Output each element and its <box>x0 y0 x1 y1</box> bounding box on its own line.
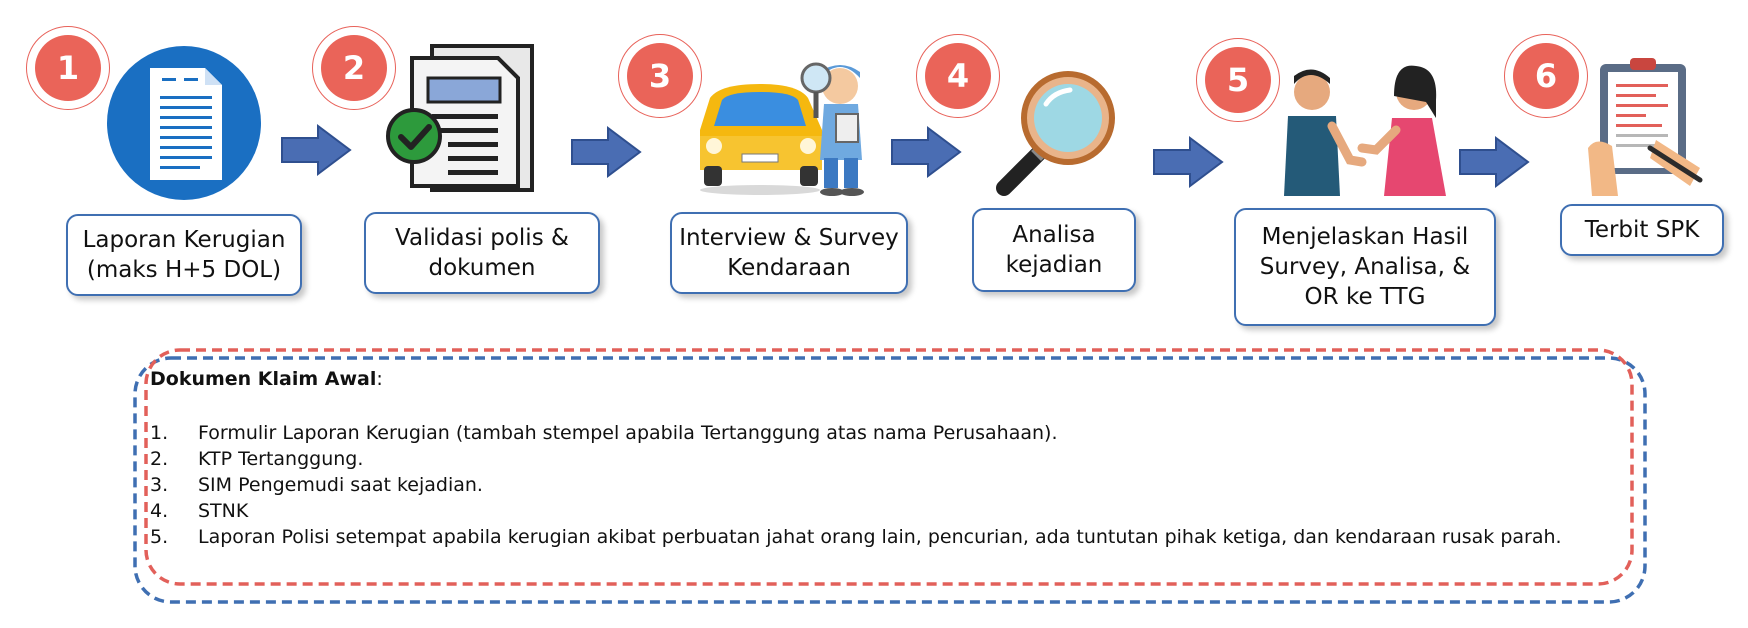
step-5-box <box>1234 208 1496 326</box>
arrow-1-to-2 <box>280 124 352 176</box>
magnifying-glass-icon <box>1004 74 1112 188</box>
list-item <box>150 524 1562 550</box>
list-item <box>150 472 1530 498</box>
arrow-2-to-3 <box>570 126 642 178</box>
validated-documents-icon <box>388 46 532 190</box>
step-1-label-line-1: Laporan Kerugian <box>82 227 286 253</box>
list-item-text: KTP Tertanggung. <box>198 448 364 470</box>
arrow-4-to-5 <box>1152 136 1224 188</box>
step-2-box <box>364 212 600 294</box>
list-item-text: Formulir Laporan Kerugian (tambah stempel apabila Tertanggung atas nama Perusahaan). <box>198 422 1058 444</box>
step-5-label-line-2: Survey, Analisa, & <box>1259 254 1471 280</box>
step-3-label-line-1: Interview & Survey <box>679 225 899 251</box>
step-3-label-line-2: Kendaraan <box>727 255 851 281</box>
documents-title-row <box>150 368 1530 390</box>
documents-title: Dokumen Klaim Awal <box>150 368 377 390</box>
documents-list <box>150 420 1562 550</box>
arrow-3-to-4 <box>890 126 962 178</box>
list-item-index: 2. <box>150 448 169 470</box>
step-5-label-line-1: Menjelaskan Hasil <box>1261 224 1469 250</box>
arrow-5-to-6 <box>1458 136 1530 188</box>
report-document-icon <box>107 46 261 200</box>
step-1-label-line-2: (maks H+5 DOL) <box>86 257 282 283</box>
car-surveyor-icon <box>700 64 864 196</box>
list-item <box>150 498 1530 524</box>
list-item-index: 3. <box>150 474 169 496</box>
step-3-number: 3 <box>627 43 693 109</box>
step-6-label-line-1: Terbit SPK <box>1584 217 1700 243</box>
step-1-box <box>66 214 302 296</box>
step-4-label-line-2: kejadian <box>1005 252 1103 278</box>
step-5-label-line-3: OR ke TTG <box>1304 284 1426 310</box>
step-4-number: 4 <box>925 43 991 109</box>
step-6-number: 6 <box>1513 43 1579 109</box>
step-6-box <box>1560 204 1724 256</box>
step-2-label-line-1: Validasi polis & <box>395 225 569 251</box>
documents-panel <box>150 368 1562 550</box>
step-4-box <box>972 208 1136 292</box>
list-item-text: SIM Pengemudi saat kejadian. <box>198 474 483 496</box>
step-2-number: 2 <box>321 35 387 101</box>
step-4-label-line-1: Analisa <box>1012 222 1096 248</box>
step-5-number: 5 <box>1205 47 1271 113</box>
two-people-talking-icon <box>1284 66 1446 196</box>
list-item-index: 4. <box>150 500 169 522</box>
list-item <box>150 420 1530 446</box>
step-1-number: 1 <box>35 35 101 101</box>
step-3-box <box>670 212 908 294</box>
list-item-text: STNK <box>198 500 249 522</box>
clipboard-signing-icon <box>1588 58 1700 196</box>
documents-title-colon: : <box>376 368 383 390</box>
list-item-text: Laporan Polisi setempat apabila kerugian akibat perbuatan jahat orang lain, pencurian, ada tuntutan pihak ketiga, dan kendaraan rusak parah. <box>198 526 1562 548</box>
list-item-index: 1. <box>150 422 169 444</box>
list-item-index: 5. <box>150 526 169 548</box>
step-2-label-line-2: dokumen <box>428 255 536 281</box>
list-item <box>150 446 1530 472</box>
